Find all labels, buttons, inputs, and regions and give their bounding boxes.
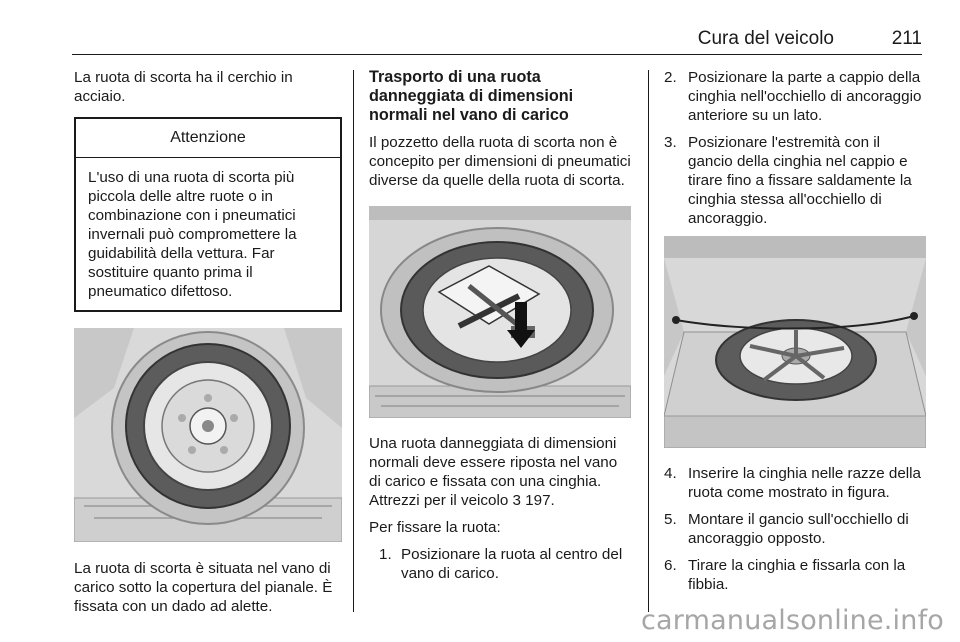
- step-list: [369, 545, 633, 583]
- list-item: [664, 510, 926, 548]
- step-list-top: [664, 68, 926, 228]
- spare-wheel-well-illustration: [369, 206, 631, 418]
- section-heading: Trasporto di una ruota danneggiata di dimensioni normali nel vano di carico: [369, 68, 574, 124]
- warning-body: L'uso di una ruota di scorta più piccola delle altre ruote o in combinazione con i pneumatici invernali può compromettere la guidabilità della vettura. Far sostituire quanto prima il pneumatico difettoso.: [88, 169, 297, 300]
- step-number: 1.: [379, 546, 392, 563]
- spare-wheel-illustration: [74, 328, 342, 542]
- column-divider: [648, 70, 649, 612]
- step-number: 5.: [664, 511, 677, 528]
- cargo-strap-illustration: [664, 236, 926, 448]
- paragraph-strap: [369, 434, 633, 510]
- page-number: 211: [891, 28, 922, 49]
- step-text: Posizionare la ruota al centro del vano di carico.: [401, 546, 623, 582]
- paragraph-strap-text: Una ruota danneggiata di dimensioni normali deve essere riposta nel vano di carico e fissata con una cinghia. Attrezzi per il veicolo: [369, 435, 618, 509]
- column-right: [664, 68, 926, 602]
- column-left: [74, 68, 342, 616]
- step-text: Inserire la cinghia nelle razze della ruota come mostrato in figura.: [688, 465, 922, 501]
- column-divider: [353, 70, 354, 612]
- warning-title: Attenzione: [76, 119, 340, 158]
- spare-wheel-caption: La ruota di scorta è situata nel vano di carico sotto la copertura del pianale. È fissata con un dado ad alette.: [74, 560, 333, 615]
- step-text: Posizionare l'estremità con il gancio della cinghia nel cappio e tirare fino a fissare saldamente la cinghia stessa all'occhiello di ancoraggio.: [688, 134, 912, 227]
- step-text: Montare il gancio sull'occhiello di ancoraggio opposto.: [688, 511, 909, 547]
- step-text: Tirare la cinghia e fissarla con la fibbia.: [688, 557, 906, 593]
- step-number: 4.: [664, 465, 677, 482]
- paragraph-fix-intro: Per fissare la ruota:: [369, 519, 501, 536]
- step-number: 3.: [664, 134, 677, 151]
- column-middle: [369, 68, 633, 591]
- watermark: carmanualsonline.info: [641, 605, 944, 636]
- page-reference: 3 197.: [512, 492, 555, 509]
- intro-paragraph: La ruota di scorta ha il cerchio in acciaio.: [74, 69, 293, 105]
- list-item: [664, 556, 926, 594]
- page-header: [72, 24, 922, 55]
- list-item: [664, 68, 926, 125]
- paragraph-dimensions: Il pozzetto della ruota di scorta non è concepito per dimensioni di pneumatici diverse da quelle della ruota di scorta.: [369, 134, 631, 189]
- step-number: 6.: [664, 557, 677, 574]
- step-text: Posizionare la parte a cappio della cinghia nell'occhiello di ancoraggio anteriore su un lato.: [688, 69, 922, 124]
- step-number: 2.: [664, 69, 677, 86]
- warning-box: [74, 117, 342, 312]
- list-item: [664, 464, 926, 502]
- step-list-bottom: [664, 464, 926, 594]
- section-title: Cura del veicolo: [697, 28, 834, 49]
- list-item: [369, 545, 633, 583]
- list-item: [664, 133, 926, 228]
